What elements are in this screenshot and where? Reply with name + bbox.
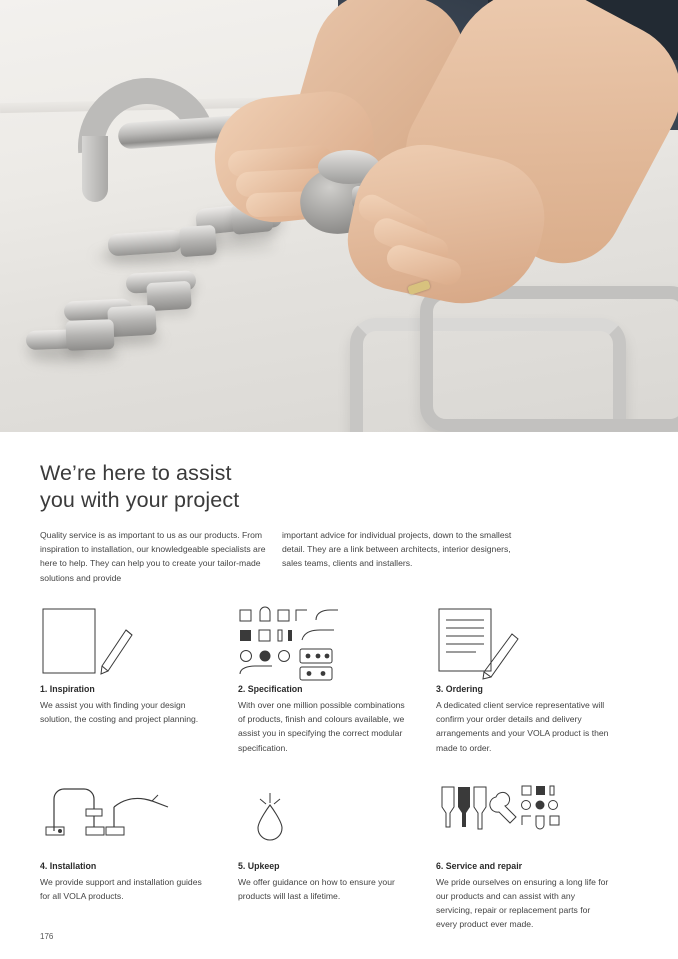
step-title: 4. Installation — [40, 860, 97, 871]
step-title: 6. Service and repair — [436, 860, 523, 871]
intro-column-2: important advice for individual projects, down to the smallest detail. They are a link between architects, interior designers, sales teams, clients and installers. — [282, 530, 512, 569]
headline-line-1: We’re here to assist — [40, 461, 232, 485]
step-title: 2. Specification — [238, 684, 303, 694]
headline-line-2: you with your project — [40, 488, 240, 512]
step-body: We offer guidance on how to ensure your products will last a lifetime. — [238, 876, 395, 902]
steps-grid — [40, 604, 640, 932]
step-title: 1. Inspiration — [40, 684, 95, 694]
step-service-repair — [436, 781, 610, 932]
brochure-pen-icon — [40, 604, 214, 684]
step-ordering — [436, 604, 610, 755]
water-drop-icon — [238, 781, 412, 861]
product-grid-icon — [238, 604, 412, 684]
step-body: A dedicated client service representative will confirm your order details and delivery arrangements and your VOLA product is then made to order. — [436, 700, 609, 753]
lever-base — [107, 305, 157, 337]
steps-row-2 — [40, 781, 640, 932]
step-body: We provide support and installation guides for all VOLA products. — [40, 876, 202, 902]
step-title: 3. Ordering — [436, 684, 483, 694]
tap-installation-icon — [40, 781, 214, 861]
tools-parts-icon — [436, 781, 610, 861]
step-title: 5. Upkeep — [238, 860, 280, 871]
lever-base — [65, 319, 114, 351]
page-content — [0, 432, 678, 959]
door-handle — [420, 286, 678, 432]
spout-outlet — [82, 136, 108, 202]
lever-base — [179, 225, 217, 257]
page-title — [40, 460, 440, 514]
hero-photo — [0, 0, 678, 432]
step-installation — [40, 781, 214, 932]
step-body: We pride ourselves on ensuring a long life for our products and can assist with any servicing, repair or replacement parts for every product ever made. — [436, 876, 609, 930]
step-upkeep — [238, 781, 412, 932]
intro-column-1: Quality service is as important to us as our products. From inspiration to installation, our knowledgeable specialists are here to help. They can help you to create your tailor-made solutions and provide — [40, 530, 266, 583]
step-body: We assist you with finding your design solution, the costing and project planning. — [40, 700, 199, 725]
page-number: 176 — [40, 932, 54, 941]
order-form-pen-icon — [436, 604, 610, 684]
steps-row-1 — [40, 604, 640, 755]
step-inspiration — [40, 604, 214, 755]
step-body: With over one million possible combinations of products, finish and colours available, we assist you in specifying the correct modular specification. — [238, 700, 405, 753]
step-specification — [238, 604, 412, 755]
